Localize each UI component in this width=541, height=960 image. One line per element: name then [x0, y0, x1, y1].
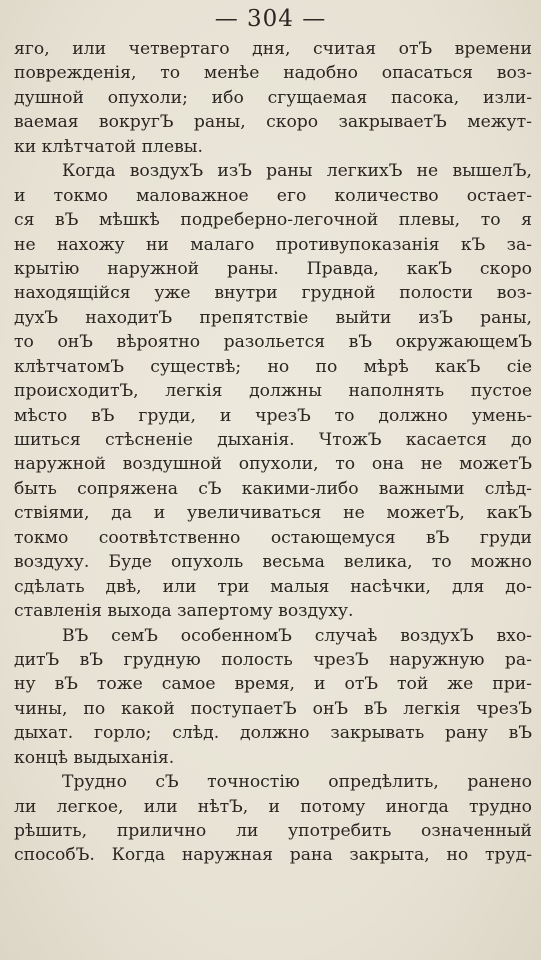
text-line: токмо соотвѣтственно остающемуся вЪ груди: [14, 527, 532, 548]
text-line: яго, или четвертаго дня, считая отЪ времени: [14, 39, 532, 59]
text-line: шиться стѣсненіе дыханія. ЧтожЪ касается до: [14, 430, 532, 450]
text-line: концѣ выдыханія.: [14, 747, 175, 768]
text-line: Трудно сЪ точностію опредѣлить, ранено: [62, 772, 532, 793]
text-line: клѣтчатомЪ существѣ; но по мѣрѣ какЪ сіе: [14, 356, 532, 377]
text-line: ли легкое, или нѣтЪ, и потому иногда трудно: [14, 796, 532, 817]
text-line: поврежденія, то менѣе надобно опасаться воз-: [14, 63, 532, 84]
text-line: сдѣлать двѣ, или три малыя насѣчки, для до-: [14, 576, 532, 597]
text-line: чины, по какой поступаетЪ онЪ вЪ легкія чрезЪ: [14, 698, 532, 719]
text-line: духЪ находитЪ препятствіе выйти изЪ раны,: [14, 307, 532, 328]
text-line: и токмо маловажное его количество остает-: [14, 185, 532, 206]
text-line: быть сопряжена сЪ какими-либо важными слѣд-: [14, 478, 532, 499]
text-line: не нахожу ни малаго противупоказанія кЪ за-: [14, 234, 532, 255]
text-line: наружной воздушной опухоли, то она не можетЪ: [14, 454, 532, 475]
text-line: дыхат. горло; слѣд. должно закрывать рану вЪ: [14, 723, 532, 744]
text-line: происходитЪ, легкія должны наполнять пустое: [14, 381, 532, 402]
text-line: дитЪ вЪ грудную полость чрезЪ наружную ра-: [14, 649, 532, 670]
text-line: душной опухоли; ибо сгущаемая пасока, изли-: [14, 87, 532, 108]
text-line: крытію наружной раны. Правда, какЪ скоро: [14, 258, 532, 279]
text-line: находящійся уже внутри грудной полости воз-: [14, 283, 532, 304]
text-line: ну вЪ тоже самое время, и отЪ той же при-: [14, 674, 532, 695]
body-text: [14, 37, 532, 868]
text-line: ваемая вокругЪ раны, скоро закрываетЪ межут-: [14, 112, 532, 133]
page-number: — 304 —: [214, 6, 327, 32]
text-line: мѣсто вЪ груди, и чрезЪ то должно умень-: [14, 405, 532, 426]
text-line: ствіями, да и увеличиваться не можетЪ, какЪ: [14, 503, 532, 524]
text-line: то онЪ вѣроятно разольется вЪ окружающемЪ: [14, 332, 532, 353]
text-line: рѣшить, прилично ли употребить означенный: [14, 821, 532, 841]
text-line: ся вЪ мѣшкѣ подреберно-легочной плевы, то я: [14, 210, 532, 231]
text-line: ВЪ семЪ особенномЪ случаѣ воздухЪ вхо-: [62, 625, 532, 646]
text-line: ставленія выхода запертому воздуху.: [14, 601, 354, 622]
text-line: ки клѣтчатой плевы.: [14, 136, 203, 157]
text-line: воздуху. Буде опухоль весьма велика, то можно: [14, 552, 532, 573]
text-line: способЪ. Когда наружная рана закрыта, но труд-: [14, 845, 532, 866]
text-line: Когда воздухЪ изЪ раны легкихЪ не вышелЪ,: [62, 161, 532, 182]
